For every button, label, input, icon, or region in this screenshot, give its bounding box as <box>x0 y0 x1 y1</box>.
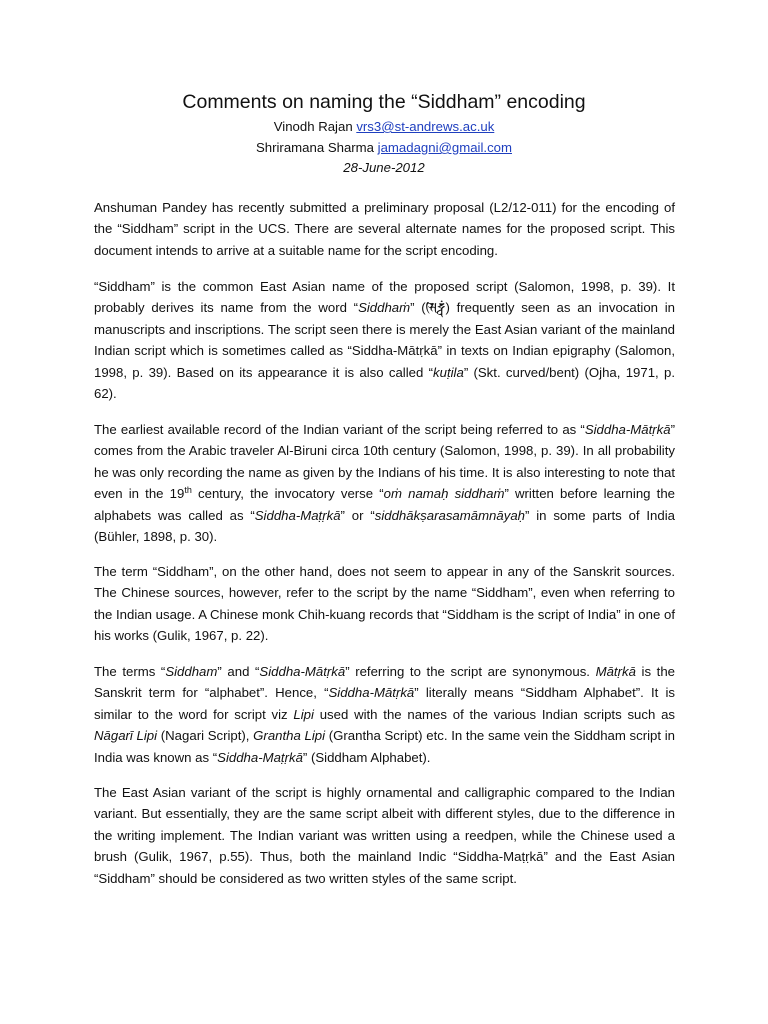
p3-text-j: ” in some parts of India (Bühler, 1898, p. 30). <box>94 507 675 545</box>
p2-text-f: ” (Skt. curved/bent) (Ojha, 1971, p. 62). <box>94 364 675 402</box>
document-date: 28-June-2012 <box>343 160 425 175</box>
author-email-link-1[interactable]: vrs3@st-andrews.ac.uk <box>356 119 495 134</box>
p2-text-c: ” ( <box>410 300 426 316</box>
p5-text-k: used with the names of the various Indian scripts such as <box>313 706 675 722</box>
paragraph-5 <box>94 661 675 768</box>
p3-text-a: The earliest available record of the Indian variant of the script being referred to as “ <box>94 422 585 437</box>
p5-term-nagari-lipi: Nāgarī Lipi <box>94 728 158 744</box>
author-line-2 <box>0 139 768 157</box>
p5-text-g: is the Sanskrit term for “alphabet”. Hence, “ <box>94 664 675 701</box>
paragraph-4: The term “Siddham”, on the other hand, does not seem to appear in any of the Sanskrit sources. The Chinese sources, however, refer to the script by the name “Siddham”, even when referring to the Indian usage. A Chinese monk Chih-kuang records that “Siddham is the script of India” in one of his works (Gulik, 1967, p. 22). <box>94 564 675 644</box>
p5-term-siddha-matrka-2: Siddha-Mātṛkā <box>328 685 415 701</box>
paragraph-2 <box>94 276 675 404</box>
siddham-script-glyph: 𑖭𑖰𑖟𑖿𑖠𑖽 <box>425 300 446 316</box>
p5-text-q: ” (Siddham Alphabet). <box>302 749 431 765</box>
p3-term-siddha-matrka-2: Siddha-Maṭṛkā <box>254 507 341 523</box>
p5-text-a: The terms “ <box>94 664 166 679</box>
p5-text-e: ” referring to the script are synonymous. <box>345 664 596 679</box>
author-email-link-2[interactable]: jamadagni@gmail.com <box>377 140 512 155</box>
p3-superscript: th <box>184 485 192 496</box>
author-name-1: Vinodh Rajan <box>273 119 357 134</box>
p2-term-siddham: Siddhaṁ <box>358 300 411 316</box>
p5-term-matrka: Mātṛkā <box>595 664 636 679</box>
p3-term-siddha-matrka: Siddha-Mātṛkā <box>584 422 671 437</box>
author-name-2: Shriramana Sharma <box>255 140 378 155</box>
paragraph-3 <box>94 419 675 547</box>
p2-text-a: “Siddham” is the common East Asian name of the proposed script (Salomon, 1998, p. 39). It probably derives its name from the word “ <box>94 279 675 316</box>
p5-term-grantha-lipi: Grantha Lipi <box>253 728 326 744</box>
p5-term-siddha-matrka-3: Siddha-Maṭṛkā <box>217 749 303 765</box>
p3-text-f: ” written before learning the alphabets was called as “ <box>94 486 675 523</box>
p5-term-siddham: Siddham <box>165 664 218 679</box>
p5-text-i: ” literally means “Siddham Alphabet”. It is similar to the word for script viz <box>94 685 675 722</box>
p5-term-siddha-matrka: Siddha-Mātṛkā <box>259 664 346 679</box>
p2-text-d: ) frequently seen as an invocation in manuscripts and inscriptions. The script seen there is merely the East Asian variant of the mainland Indian script which is sometimes called as “Siddha-Mātṛkā” in texts on Indian epigraphy (Salomon, 1998, p. 39). Based on its appearance it is also called “ <box>94 300 675 380</box>
p5-text-o: (Grantha Script) etc. In the same vein the Siddham script in India was known as “ <box>94 728 676 765</box>
p3-text-d: century, the invocatory verse “ <box>191 486 384 502</box>
p5-term-lipi: Lipi <box>293 706 314 722</box>
p3-text-c: ” comes from the Arabic traveler Al-Biruni circa 10th century (Salomon, 1998, p. 39). In all probability he was only recording the name as given by the Indians of his time. It is also interesting to note that even in the 19 <box>94 422 675 502</box>
p3-term-siddhaksara: siddhākṣarasamāmnāyaḥ <box>374 507 525 523</box>
p2-term-kutila: kuṭila <box>433 364 464 380</box>
p3-verse: oṁ namaḥ siddhaṁ <box>383 486 505 502</box>
paragraph-6: The East Asian variant of the script is highly ornamental and calligraphic compared to the Indian variant. But essentially, they are the same script albeit with different styles, due to the difference in the writing implement. The Indian variant was written using a reedpen, while the Chinese used a brush (Gulik, 1967, p.55). Thus, both the mainland Indic “Siddha-Maṭṛkā” and the East Asian “Siddham” should be considered as two written styles of the same script. <box>94 785 675 886</box>
page-title: Comments on naming the “Siddham” encoding <box>182 91 586 113</box>
p3-text-h: ” or “ <box>340 507 375 523</box>
p5-text-m: (Nagari Script), <box>157 728 254 744</box>
paragraph-1: Anshuman Pandey has recently submitted a preliminary proposal (L2/12-011) for the encoding of the “Siddham” script in the UCS. There are several alternate names for the proposed script. This document intends to arrive at a suitable name for the script encoding. <box>94 200 675 258</box>
p5-text-c: ” and “ <box>217 664 260 679</box>
author-line-1 <box>0 118 768 136</box>
